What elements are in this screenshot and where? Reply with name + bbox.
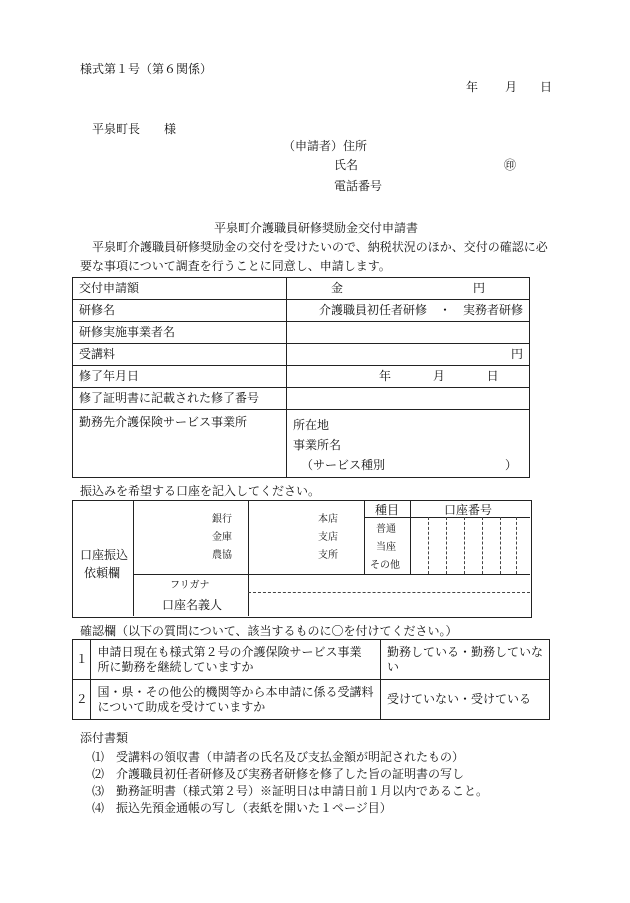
date-month-label: 月 [505,80,518,94]
inst-type-nokyo: 農協 [212,550,232,561]
inst-type-kinko: 金庫 [212,532,232,543]
answer-choice-1[interactable] [380,640,549,680]
account-kind-futsu: 普通 [376,524,396,535]
question-line: について助成を受けていますか [97,699,266,714]
amount-prefix: 金 [330,281,343,296]
completion-year: 年 [378,369,391,384]
seal-icon: ㊞ [504,158,517,172]
attachment-item: ⑷ 振込先預金通帳の写し（表紙を開いた１ページ目） [92,801,392,815]
applicant-phone-label: 電話番号 [334,179,383,193]
office-name-label: 事業所名 [292,438,341,452]
intro-line-1: 平泉町介護職員研修奨励金の交付を受けたいので、納税状況のほか、交付の確認に必 [80,240,548,254]
table-row [73,640,550,680]
inst-type-bank: 銀行 [212,514,232,525]
service-type-label: （サービス種別 [300,458,385,472]
service-type-line [293,455,523,475]
answer-line: 勤務している・勤務していな [386,645,543,660]
question-number: ２ [73,680,91,720]
table-row [73,300,530,322]
applicant-address-label: （申請者）住所 [283,139,368,153]
account-kind-other: その他 [370,560,400,571]
question-line: 申請日現在も様式第２号の介護保険サービス事業 [97,645,362,660]
bank-row-label-2: 依頼欄 [84,566,121,580]
bank-section-heading: 振込みを希望する口座を記入してください。 [80,484,321,498]
date-day-label: 日 [540,80,553,94]
training-provider-field[interactable] [286,322,529,344]
amount-unit: 円 [472,281,485,296]
document-title: 平泉町介護職員研修奨励金交付申請書 [214,221,419,235]
form-number: 様式第１号（第６関係） [80,62,213,76]
completion-date-field[interactable] [286,366,529,388]
table-row [73,680,550,720]
table-row [73,344,530,366]
completion-day: 日 [486,369,499,384]
question-number: １ [73,640,91,680]
row-label: 交付申請額 [73,278,287,300]
table-row [73,278,530,300]
tuition-unit: 円 [510,347,523,362]
office-location-label: 所在地 [292,418,329,432]
date-year-label: 年 [466,80,479,94]
amount-field[interactable] [286,278,529,300]
branch-type-shiten: 支店 [318,532,338,543]
table-row [73,322,530,344]
attachment-item: ⑴ 受講料の領収書（申請者の氏名及び支払金額が明記されたもの） [92,750,465,764]
row-label: 受講料 [73,344,287,366]
tuition-field[interactable] [286,344,529,366]
row-label: 研修実施事業者名 [73,322,287,344]
branch-type-honten: 本店 [318,514,338,525]
question-line: 所に勤務を継続していますか [97,659,254,674]
confirm-section-heading: 確認欄（以下の質問について、該当するものに〇を付けてください。） [80,624,458,638]
furigana-label: フリガナ [170,580,210,591]
account-holder-label: 口座名義人 [162,598,223,612]
confirm-table [72,639,550,720]
question-text [91,640,381,680]
row-label: 修了年月日 [73,366,287,388]
account-number-header: 口座番号 [444,503,493,517]
attachment-item: ⑶ 勤務証明書（様式第２号）※証明日は申請日前１月以内であること。 [92,784,489,798]
table-row [73,388,530,410]
answer-line: 受けていない・受けている [386,692,531,707]
certificate-number-field[interactable] [286,388,529,410]
training-options: 介護職員初任者研修 ・ 実務者研修 [318,303,523,318]
row-label: 勤務先介護保険サービス事業所 [73,410,287,478]
question-line: 国・県・その他公的機関等から本申請に係る受講料 [97,685,374,700]
bank-row-label-1: 口座振込 [80,548,129,562]
training-name-field[interactable] [286,300,529,322]
applicant-name-label: 氏名 [334,158,359,172]
attachment-item: ⑵ 介護職員初任者研修及び実務者研修を修了した旨の証明書の写し [92,767,465,781]
attachments-heading: 添付書類 [80,731,129,745]
row-label: 研修名 [73,300,287,322]
table-row [73,366,530,388]
table-row [73,410,530,478]
service-type-close: ） [504,458,517,472]
account-kind-toza: 当座 [376,542,396,553]
answer-line: い [386,659,399,674]
row-label: 修了証明書に記載された修了番号 [73,388,287,410]
question-text [91,680,381,720]
answer-choice-2[interactable] [380,680,549,720]
office-field[interactable] [286,410,529,478]
application-table [72,277,530,478]
completion-month: 月 [432,369,445,384]
addressee: 平泉町長 様 [92,122,177,136]
account-kind-header: 種目 [375,503,400,517]
branch-type-shisho: 支所 [318,550,338,561]
intro-line-2: 要な事項について調査を行うことに同意し、申請します。 [80,259,391,273]
